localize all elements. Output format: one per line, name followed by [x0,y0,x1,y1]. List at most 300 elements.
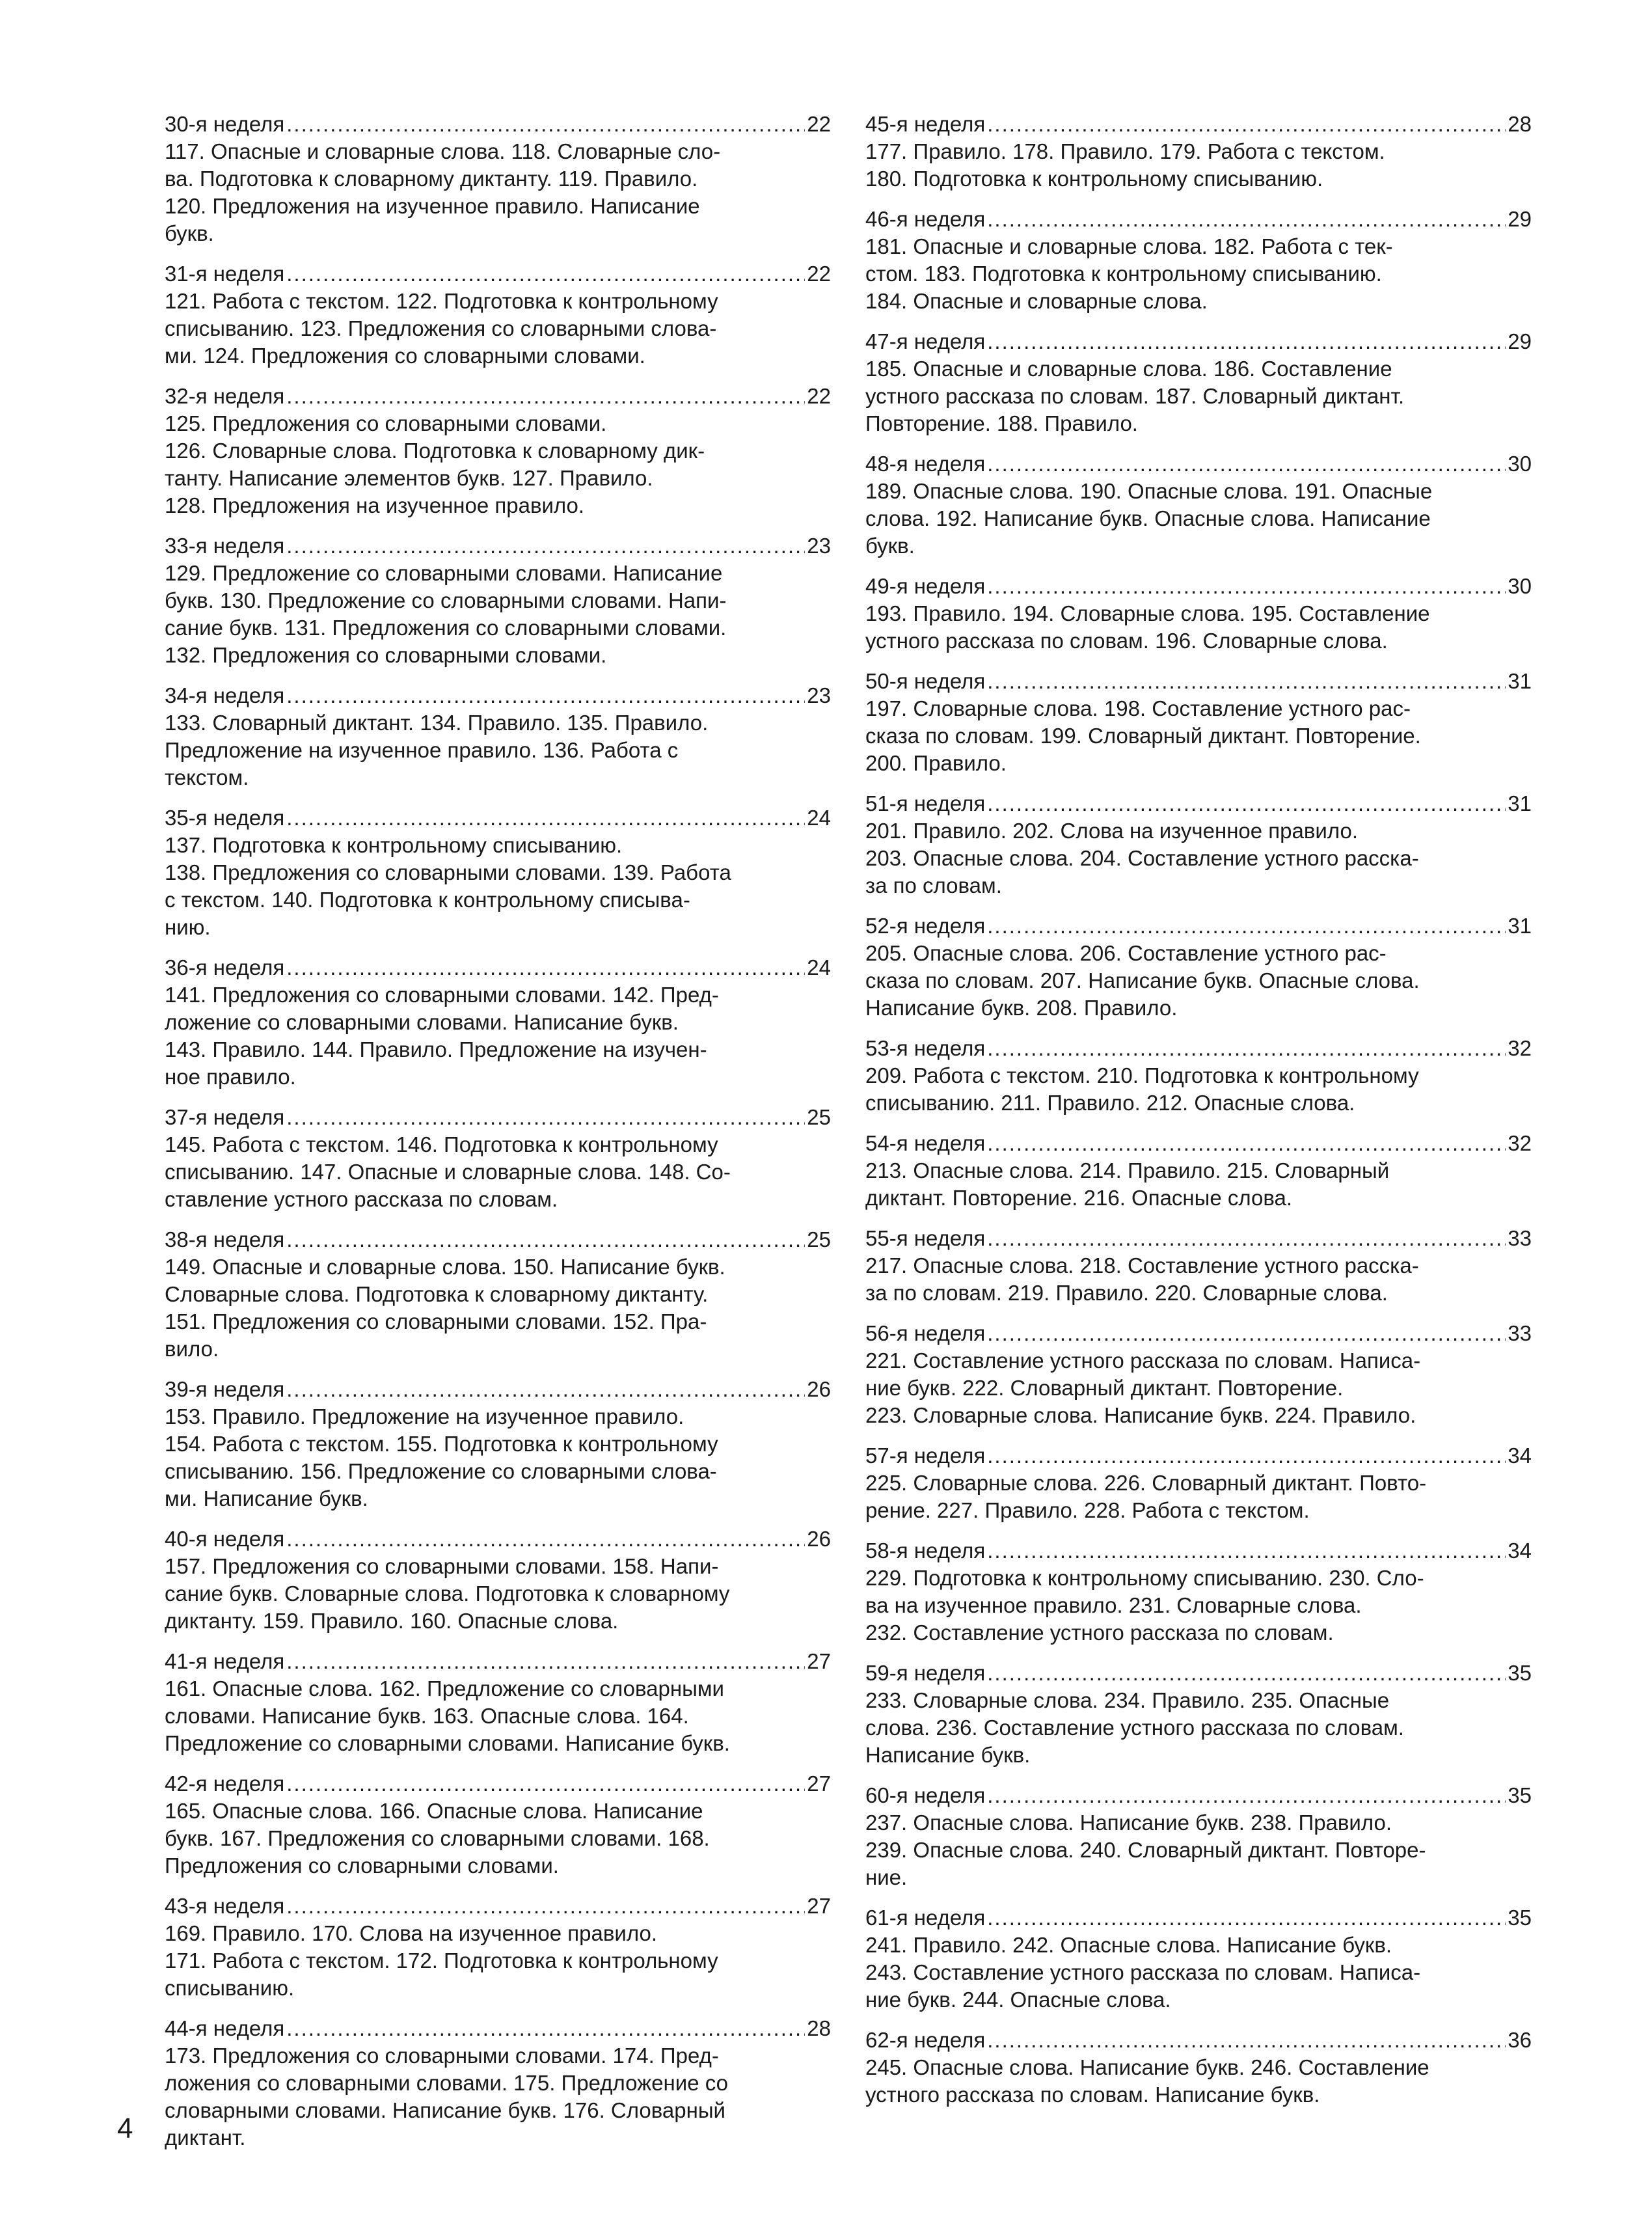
week-label: 54-я неделя [865,1131,986,1155]
description-line: ставление устного рассказа по словам. [165,1187,558,1211]
dot-leader [987,1035,1506,1062]
description-line: списыванию. 156. Предложение со словарными слова- [165,1459,717,1483]
toc-entry-header [165,1770,831,1798]
page-ref: 31 [1508,669,1532,693]
dot-leader [286,532,805,560]
week-label: 40-я неделя [165,1527,285,1551]
dot-leader [987,450,1506,478]
toc-entry-description [865,1809,1532,1891]
toc-entry-description [865,1687,1532,1769]
description-line: 126. Словарные слова. Подготовка к словарному дик- [165,439,705,463]
toc-entry-header [865,790,1532,817]
week-label: 42-я неделя [165,1771,285,1796]
description-line: 132. Предложения со словарными словами. [165,643,607,667]
description-line: 129. Предложение со словарными словами. Написание [165,561,723,585]
page-ref: 23 [807,534,831,558]
description-line: с текстом. 140. Подготовка к контрольному списыва- [165,888,690,912]
toc-entry [865,1537,1532,1647]
week-label: 53-я неделя [865,1036,986,1060]
description-line: 200. Правило. [865,751,1007,775]
toc-entry [865,668,1532,777]
description-line: 185. Опасные и словарные слова. 186. Составление [865,357,1392,381]
week-label: 58-я неделя [865,1538,986,1563]
toc-entry [865,1904,1532,2014]
description-line: 184. Опасные и словарные слова. [865,289,1208,313]
week-label: 37-я неделя [165,1105,285,1129]
description-line: устного рассказа по словам. 196. Словарные слова. [865,629,1388,653]
page-ref: 24 [807,806,831,830]
dot-leader [987,1660,1506,1687]
description-line: 153. Правило. Предложение на изученное правило. [165,1404,684,1429]
toc-entry [865,1035,1532,1117]
description-line: устного рассказа по словам. Написание букв. [865,2083,1320,2107]
week-label: 50-я неделя [865,669,986,693]
description-line: диктант. [165,2126,246,2150]
dot-leader [286,1376,805,1403]
week-label: 57-я неделя [865,1443,986,1468]
description-line: Предложения со словарными словами. [165,1853,559,1878]
description-line: ние букв. 244. Опасные слова. [865,1988,1171,2012]
description-line: 177. Правило. 178. Правило. 179. Работа с текстом. [865,139,1385,163]
page-ref: 29 [1508,207,1532,231]
dot-leader [286,682,805,709]
description-line: списыванию. 147. Опасные и словарные слова. 148. Со- [165,1160,731,1184]
page-ref: 33 [1508,1321,1532,1345]
dot-leader [987,1320,1506,1347]
toc-entry-header [865,111,1532,138]
toc-entry-header [165,1226,831,1253]
week-label: 32-я неделя [165,384,285,408]
toc-entry-header [165,383,831,410]
toc-entry-header [865,668,1532,695]
description-line: 165. Опасные слова. 166. Опасные слова. Написание [165,1799,703,1823]
dot-leader [987,1537,1506,1565]
toc-entry-header [865,1035,1532,1062]
toc-entry [865,1130,1532,1212]
description-line: 189. Опасные слова. 190. Опасные слова. 191. Опасные [865,479,1433,503]
toc-entry [165,260,831,370]
dot-leader [987,1782,1506,1809]
dot-leader [987,573,1506,600]
description-line: 221. Составление устного рассказа по словам. Написа- [865,1348,1421,1373]
page-ref: 31 [1508,791,1532,815]
dot-leader [987,1130,1506,1157]
page-ref: 26 [807,1377,831,1401]
toc-entry-header [865,1320,1532,1347]
toc-entry-description [165,832,831,941]
page-ref: 32 [1508,1131,1532,1155]
toc-entry [865,790,1532,899]
description-line: вило. [165,1337,219,1361]
toc-entry-description [165,288,831,370]
description-line: словарными словами. Написание букв. 176. Словарный [165,2098,725,2122]
description-line: стом. 183. Подготовка к контрольному списыванию. [865,262,1382,286]
toc-entry-header [865,1904,1532,1932]
description-line: за по словам. [865,873,1002,897]
week-label: 43-я неделя [165,1894,285,1918]
week-label: 55-я неделя [865,1226,986,1250]
description-line: 128. Предложения на изученное правило. [165,493,585,517]
description-line: 151. Предложения со словарными словами. 152. Пра- [165,1309,707,1333]
description-line: слова. 236. Составление устного рассказа по словам. [865,1716,1404,1740]
description-line: списыванию. [165,1976,295,2000]
description-line: ми. 124. Предложения со словарными словами. [165,344,645,368]
toc-entry-description [865,138,1532,193]
description-line: 125. Предложения со словарными словами. [165,411,607,435]
dot-leader [987,912,1506,940]
week-label: 51-я неделя [865,791,986,815]
toc-entry-description [865,1252,1532,1307]
dot-leader [286,1648,805,1675]
toc-entry-description [865,1470,1532,1524]
description-line: ние букв. 222. Словарный диктант. Повторение. [865,1376,1344,1400]
description-line: 138. Предложения со словарными словами. 139. Работа [165,860,731,884]
toc-entry-header [865,1782,1532,1809]
toc-entry-description [165,1403,831,1512]
toc-entry [165,383,831,519]
description-line: Предложение на изученное правило. 136. Работа с [165,738,679,762]
dot-leader [987,2027,1506,2054]
description-line: 193. Правило. 194. Словарные слова. 195. Составление [865,601,1430,625]
toc-entry-header [165,682,831,709]
toc-entry-description [865,355,1532,437]
dot-leader [286,260,805,288]
page-ref: 27 [807,1649,831,1673]
description-line: 137. Подготовка к контрольному списыванию. [165,833,623,857]
toc-entry-description [865,2054,1532,2109]
description-line: 117. Опасные и словарные слова. 118. Словарные сло- [165,139,721,163]
week-label: 46-я неделя [865,207,986,231]
week-label: 44-я неделя [165,2016,285,2040]
description-line: 173. Предложения со словарными словами. 174. Пред- [165,2044,719,2068]
description-line: букв. [165,221,214,245]
description-line: Предложение со словарными словами. Написание букв. [165,1731,730,1755]
description-line: 201. Правило. 202. Слова на изученное правило. [865,819,1358,843]
toc-entry [865,1320,1532,1429]
toc-entry-description [165,1920,831,2002]
description-line: 232. Составление устного рассказа по словам. [865,1620,1334,1645]
toc-entry-header [865,206,1532,233]
dot-leader [286,1770,805,1798]
toc-entry-header [865,573,1532,600]
dot-leader [987,111,1506,138]
description-line: 229. Подготовка к контрольному списыванию. 230. Сло- [865,1566,1424,1590]
dot-leader [286,1525,805,1553]
page-ref: 35 [1508,1783,1532,1807]
toc-column-right [865,111,1532,2122]
description-line: за по словам. 219. Правило. 220. Словарные слова. [865,1281,1388,1305]
toc-entry-description [865,1157,1532,1212]
toc-entry [165,1525,831,1635]
week-label: 61-я неделя [865,1906,986,1930]
toc-entry-description [165,709,831,791]
description-line: 157. Предложения со словарными словами. 158. Напи- [165,1554,719,1578]
page-ref: 22 [807,262,831,286]
toc-entry [165,532,831,669]
week-label: 41-я неделя [165,1649,285,1673]
description-line: 243. Составление устного рассказа по словам. Написа- [865,1960,1421,1984]
week-label: 35-я неделя [165,806,285,830]
toc-entry [165,2015,831,2152]
page-ref: 34 [1508,1538,1532,1563]
page-ref: 31 [1508,914,1532,938]
description-line: 209. Работа с текстом. 210. Подготовка к контрольному [865,1063,1419,1087]
toc-entry-description [165,138,831,247]
toc-entry-header [165,1104,831,1131]
week-label: 38-я неделя [165,1227,285,1251]
description-line: нию. [165,915,211,939]
page-ref: 28 [1508,112,1532,136]
toc-entry [865,1225,1532,1307]
description-line: 149. Опасные и словарные слова. 150. Написание букв. [165,1255,725,1279]
toc-entry [165,804,831,941]
description-line: 241. Правило. 242. Опасные слова. Написание букв. [865,1933,1392,1957]
page-ref: 22 [807,384,831,408]
toc-entry [865,2027,1532,2109]
week-label: 45-я неделя [865,112,986,136]
page-ref: 33 [1508,1226,1532,1250]
toc-entry-description [865,233,1532,315]
week-label: 47-я неделя [865,329,986,353]
page-ref: 27 [807,1894,831,1918]
toc-entry [865,1782,1532,1891]
description-line: 180. Подготовка к контрольному списыванию. [865,167,1323,191]
toc-entry [865,573,1532,655]
toc-entry-description [865,940,1532,1022]
description-line: сказа по словам. 199. Словарный диктант. Повторение. [865,724,1421,748]
dot-leader [286,2015,805,2042]
toc-entry [165,1893,831,2002]
description-line: сказа по словам. 207. Написание букв. Опасные слова. [865,968,1420,992]
toc-entry [865,450,1532,560]
description-line: ное правило. [165,1065,296,1089]
description-line: 143. Правило. 144. Правило. Предложение на изучен- [165,1037,707,1061]
toc-entry-header [165,1376,831,1403]
description-line: 205. Опасные слова. 206. Составление устного рас- [865,941,1387,965]
description-line: слова. 192. Написание букв. Опасные слова. Написание [865,506,1431,530]
description-line: диктанту. 159. Правило. 160. Опасные слова. [165,1609,619,1633]
toc-entry-description [165,1131,831,1213]
page-ref: 27 [807,1771,831,1796]
page-ref: 26 [807,1527,831,1551]
description-line: 121. Работа с текстом. 122. Подготовка к контрольному [165,289,718,313]
description-line: 223. Словарные слова. Написание букв. 224. Правило. [865,1403,1416,1427]
page-ref: 32 [1508,1036,1532,1060]
week-label: 52-я неделя [865,914,986,938]
week-label: 36-я неделя [165,955,285,979]
description-line: ние. [865,1865,908,1889]
description-line: 237. Опасные слова. Написание букв. 238. Правило. [865,1811,1392,1835]
toc-entry [165,111,831,247]
week-label: 33-я неделя [165,534,285,558]
toc-entry-header [165,1893,831,1920]
week-label: 48-я неделя [865,452,986,476]
toc-entry-header [165,532,831,560]
description-line: Написание букв. [865,1743,1031,1767]
toc-entry [865,206,1532,315]
week-label: 34-я неделя [165,683,285,707]
description-line: словами. Написание букв. 163. Опасные слова. 164. [165,1704,689,1728]
toc-entry-description [165,981,831,1091]
page-ref: 30 [1508,574,1532,598]
toc-entry [865,111,1532,193]
toc-entry [165,1226,831,1363]
description-line: 141. Предложения со словарными словами. 142. Пред- [165,983,719,1007]
toc-entry-description [865,1062,1532,1117]
dot-leader [987,668,1506,695]
description-line: списыванию. 123. Предложения со словарными слова- [165,316,717,340]
toc-entry-description [865,817,1532,899]
description-line: текстом. [165,765,249,789]
description-line: 161. Опасные слова. 162. Предложение со словарными [165,1676,724,1701]
description-line: 225. Словарные слова. 226. Словарный диктант. Повто- [865,1471,1427,1495]
page-number: 4 [117,2113,133,2144]
toc-entry [865,1660,1532,1769]
dot-leader [286,954,805,981]
page-ref: 24 [807,955,831,979]
toc-entry-header [865,1537,1532,1565]
toc-entry-description [165,1675,831,1757]
toc-entry [165,1104,831,1213]
week-label: 60-я неделя [865,1783,986,1807]
toc-entry-header [165,954,831,981]
page-ref: 35 [1508,1906,1532,1930]
description-line: 145. Работа с текстом. 146. Подготовка к контрольному [165,1132,718,1156]
toc-entry-header [165,111,831,138]
toc-entry-description [865,1347,1532,1429]
page-ref: 36 [1508,2028,1532,2052]
description-line: 239. Опасные слова. 240. Словарный диктант. Повторе- [865,1838,1426,1862]
week-label: 31-я неделя [165,262,285,286]
description-line: ложение со словарными словами. Написание букв. [165,1010,679,1034]
toc-entry-description [865,478,1532,560]
toc-entry [865,912,1532,1022]
description-line: 245. Опасные слова. Написание букв. 246. Составление [865,2055,1429,2079]
page-ref: 34 [1508,1443,1532,1468]
toc-entry-header [865,1130,1532,1157]
description-line: 154. Работа с текстом. 155. Подготовка к контрольному [165,1432,718,1456]
page-ref: 29 [1508,329,1532,353]
dot-leader [286,111,805,138]
description-line: устного рассказа по словам. 187. Словарный диктант. [865,384,1405,408]
dot-leader [286,1226,805,1253]
description-line: диктант. Повторение. 216. Опасные слова. [865,1186,1293,1210]
dot-leader [987,328,1506,355]
dot-leader [987,206,1506,233]
toc-entry-description [865,695,1532,777]
toc-entry [165,682,831,791]
toc-entry-header [865,450,1532,478]
description-line: 169. Правило. 170. Слова на изученное правило. [165,1921,657,1945]
description-line: сание букв. 131. Предложения со словарными словами. [165,616,727,640]
page-ref: 35 [1508,1661,1532,1685]
toc-entry-description [165,2042,831,2152]
toc-entry-header [165,260,831,288]
toc-entry-header [165,804,831,832]
toc-entry [165,1648,831,1757]
description-line: Словарные слова. Подготовка к словарному диктанту. [165,1282,709,1306]
description-line: 120. Предложения на изученное правило. Написание [165,194,700,218]
page-ref: 25 [807,1227,831,1251]
description-line: 213. Опасные слова. 214. Правило. 215. Словарный [865,1158,1390,1183]
toc-entry [865,1442,1532,1524]
dot-leader [987,790,1506,817]
description-line: букв. 130. Предложение со словарными словами. Напи- [165,588,727,612]
dot-leader [286,1104,805,1131]
page-ref: 25 [807,1105,831,1129]
page-ref: 28 [807,2016,831,2040]
description-line: ва. Подготовка к словарному диктанту. 119. Правило. [165,167,698,191]
description-line: 203. Опасные слова. 204. Составление устного расска- [865,846,1419,870]
description-line: списыванию. 211. Правило. 212. Опасные слова. [865,1091,1355,1115]
description-line: ми. Написание букв. [165,1486,368,1511]
description-line: танту. Написание элементов букв. 127. Правило. [165,466,653,490]
description-line: ложения со словарными словами. 175. Предложение со [165,2071,728,2095]
page-ref: 22 [807,112,831,136]
dot-leader [987,1442,1506,1470]
toc-entry-header [165,2015,831,2042]
toc-entry [165,954,831,1091]
toc-entry-header [865,1442,1532,1470]
toc-entry [165,1770,831,1880]
toc-entry-header [865,2027,1532,2054]
page-ref: 30 [1508,452,1532,476]
toc-entry [165,1376,831,1512]
week-label: 49-я неделя [865,574,986,598]
toc-entry-header [165,1525,831,1553]
toc-entry-header [865,328,1532,355]
dot-leader [286,383,805,410]
toc-entry-header [865,912,1532,940]
description-line: Написание букв. 208. Правило. [865,996,1178,1020]
week-label: 62-я неделя [865,2028,986,2052]
description-line: 133. Словарный диктант. 134. Правило. 135. Правило. [165,711,709,735]
dot-leader [286,1893,805,1920]
description-line: 217. Опасные слова. 218. Составление устного расска- [865,1253,1419,1278]
week-label: 30-я неделя [165,112,285,136]
toc-entry-description [165,410,831,519]
description-line: букв. 167. Предложения со словарными словами. 168. [165,1826,710,1850]
toc-entry-description [165,1253,831,1363]
toc-column-left [165,111,831,2165]
dot-leader [987,1225,1506,1252]
description-line: Повторение. 188. Правило. [865,411,1138,435]
description-line: 233. Словарные слова. 234. Правило. 235. Опасные [865,1688,1390,1712]
week-label: 59-я неделя [865,1661,986,1685]
description-line: 181. Опасные и словарные слова. 182. Работа с тек- [865,234,1393,258]
toc-entry-description [165,560,831,669]
toc-entry-description [165,1798,831,1880]
page-ref: 23 [807,683,831,707]
description-line: рение. 227. Правило. 228. Работа с текстом. [865,1498,1310,1522]
description-line: букв. [865,534,915,558]
description-line: 171. Работа с текстом. 172. Подготовка к контрольному [165,1949,718,1973]
week-label: 56-я неделя [865,1321,986,1345]
dot-leader [286,804,805,832]
toc-entry [865,328,1532,437]
toc-entry-description [865,1565,1532,1647]
week-label: 39-я неделя [165,1377,285,1401]
toc-entry-description [865,600,1532,655]
description-line: ва на изученное правило. 231. Словарные слова. [865,1593,1362,1617]
toc-entry-header [865,1225,1532,1252]
description-line: сание букв. Словарные слова. Подготовка к словарному [165,1581,730,1606]
toc-entry-description [165,1553,831,1635]
toc-entry-header [165,1648,831,1675]
description-line: 197. Словарные слова. 198. Составление устного рас- [865,696,1411,720]
dot-leader [987,1904,1506,1932]
toc-entry-header [865,1660,1532,1687]
